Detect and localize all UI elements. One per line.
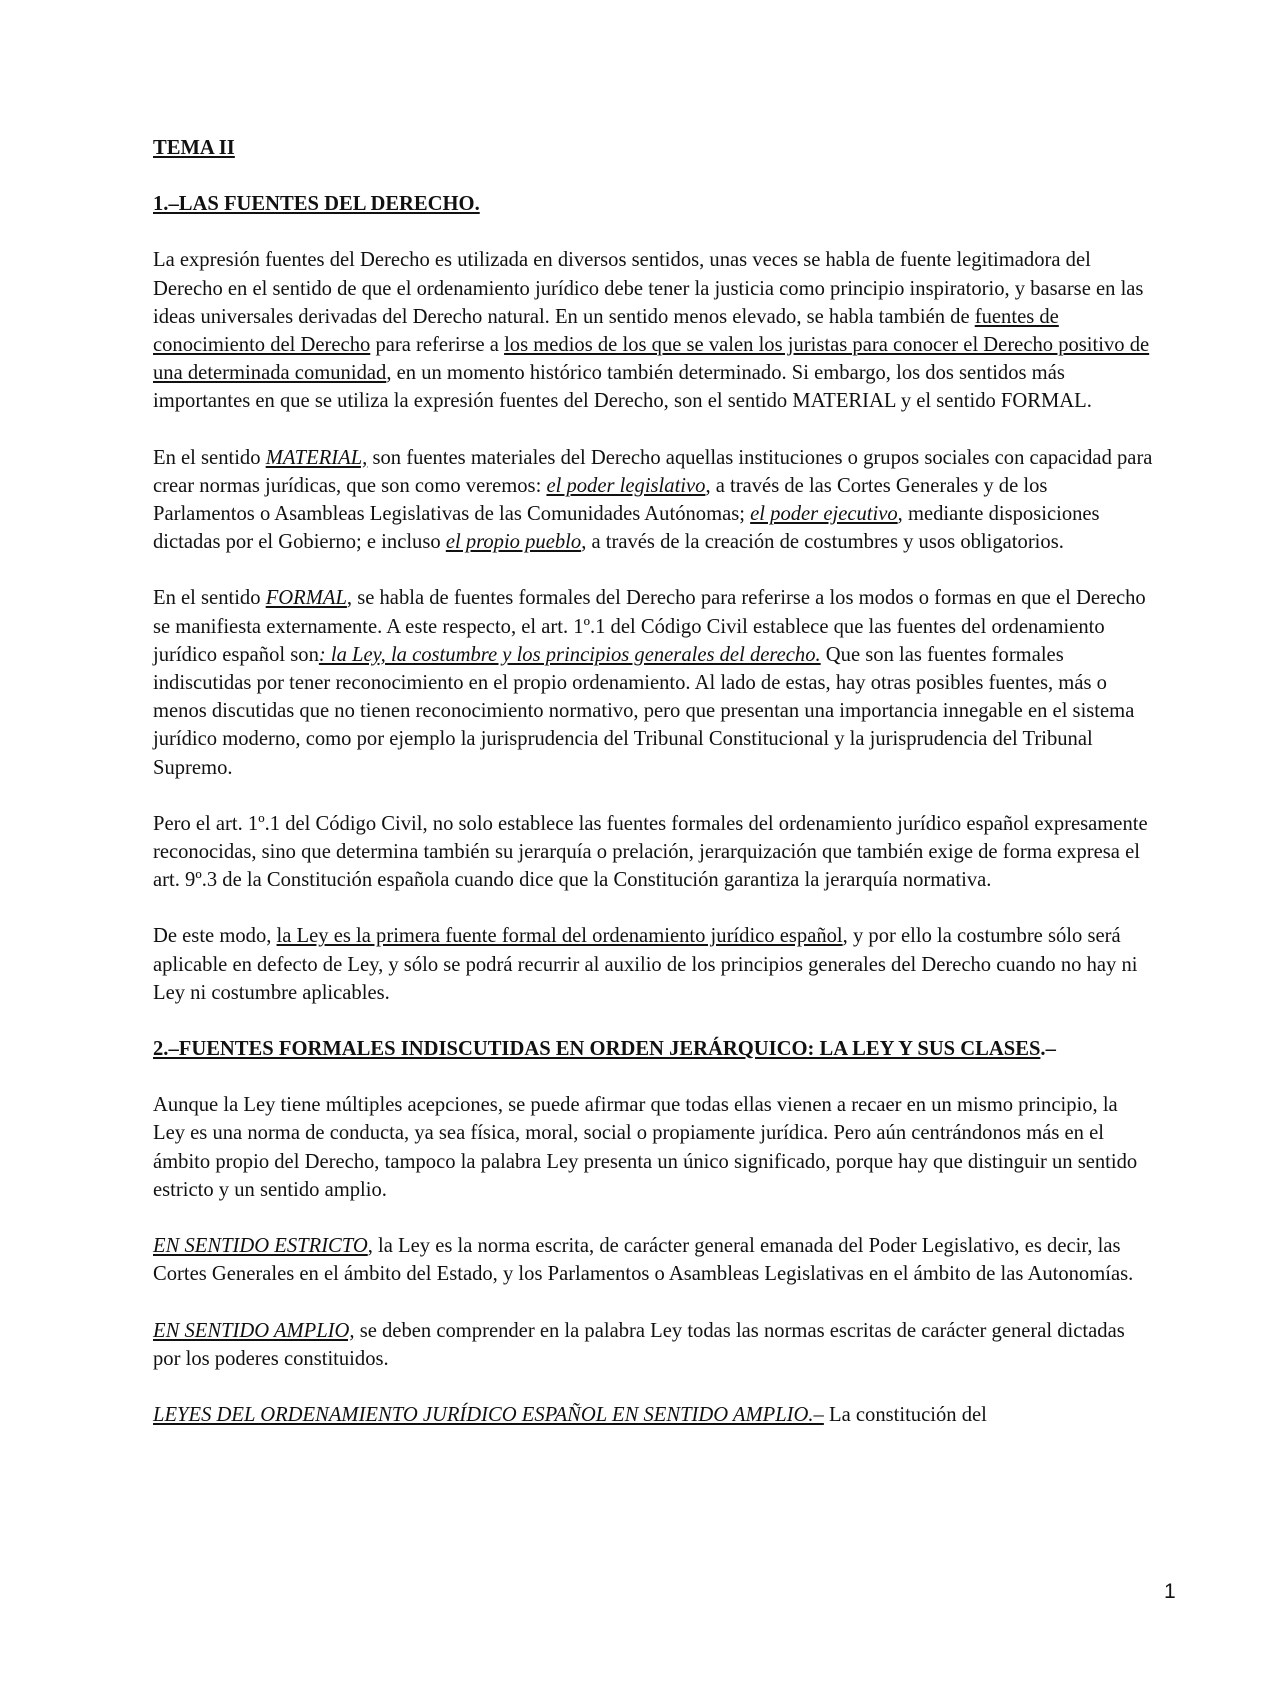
section-2-heading: 2.–FUENTES FORMALES INDISCUTIDAS EN ORDEN JERÁRQUICO: LA LEY Y SUS CLASES.–: [153, 1038, 1056, 1061]
section-2-paragraph-sentido-amplio: EN SENTIDO AMPLIO, se deben comprender en la palabra Ley todas las normas escritas de carácter general dictadas por los poderes constituidos.: [153, 1319, 1125, 1370]
section-1-paragraph-ley-primera: De este modo, la Ley es la primera fuente formal del ordenamiento jurídico español, y por ello la costumbre sólo será aplicable en defecto de Ley, y sólo se podrá recurrir al auxilio de los principios generales del Derecho cuando no hay ni Ley ni costumbre aplicables.: [153, 925, 1138, 1004]
page-number: 1: [1164, 1580, 1176, 1603]
section-2-paragraph-1: Aunque la Ley tiene múltiples acepciones, se puede afirmar que todas ellas vienen a recaer en un mismo principio, la Ley es una norma de conducta, ya sea física, moral, social o propiamente jurídica. Pero aún centrándonos más en el ámbito propio del Derecho, tampoco la palabra Ley presenta un único significado, porque hay que distinguir un sentido estricto y un sentido amplio.: [153, 1094, 1138, 1201]
section-1-paragraph-jerarquia: Pero el art. 1º.1 del Código Civil, no solo establece las fuentes formales del ordenamiento jurídico español expresamente reconocidas, sino que determina también su jerarquía o prelación, jerarquización que también exige de forma expresa el art. 9º.3 de la Constitución española cuando dice que la Constitución garantiza la jerarquía normativa.: [153, 812, 1148, 892]
section-2-paragraph-sentido-estricto: EN SENTIDO ESTRICTO, la Ley es la norma escrita, de carácter general emanada del Poder Legislativo, es decir, las Cortes Generales en el ámbito del Estado, y los Parlamentos o Asambleas Legislativas en el ámbito de las Autonomías.: [153, 1235, 1134, 1286]
document-title: TEMA II: [153, 137, 235, 159]
section-1-paragraph-1: La expresión fuentes del Derecho es utilizada en diversos sentidos, unas veces se habla de fuente legitimadora del Derecho en el sentido de que el ordenamiento jurídico debe tener la justicia como principio inspiratorio, y basarse en las ideas universales derivadas del Derecho natural. En un sentido menos elevado, se habla también de fuentes de conocimiento del Derecho para referirse a los medios de los que se valen los juristas para conocer el Derecho positivo de una determinada comunidad, en un momento histórico también determinado. Si embargo, los dos sentidos más importantes en que se utiliza la expresión fuentes del Derecho, son el sentido MATERIAL y el sentido FORMAL.: [153, 249, 1150, 413]
document-page: [153, 134, 1153, 1457]
section-1-heading: 1.–LAS FUENTES DEL DERECHO.: [153, 193, 480, 216]
section-1-paragraph-formal: En el sentido FORMAL, se habla de fuentes formales del Derecho para referirse a los modos o formas en que el Derecho se manifiesta externamente. A este respecto, el art. 1º.1 del Código Civil establece que las fuentes del ordenamiento jurídico español son: la Ley, la costumbre y los principios generales del derecho. Que son las fuentes formales indiscutidas por tener reconocimiento en el propio ordenamiento. Al lado de estas, hay otras posibles fuentes, más o menos discutidas que no tienen reconocimiento normativo, pero que presentan una importancia innegable en el sistema jurídico moderno, como por ejemplo la jurisprudencia del Tribunal Constitucional y la jurisprudencia del Tribunal Supremo.: [153, 587, 1146, 779]
section-2-paragraph-leyes-ordenamiento: LEYES DEL ORDENAMIENTO JURÍDICO ESPAÑOL EN SENTIDO AMPLIO.– La constitución del: [153, 1403, 987, 1426]
section-1-paragraph-material: En el sentido MATERIAL, son fuentes materiales del Derecho aquellas instituciones o grupos sociales con capacidad para crear normas jurídicas, que son como veremos: el poder legislativo, a través de las Cortes Generales y de los Parlamentos o Asambleas Legislativas de las Comunidades Autónomas; el poder ejecutivo, mediante disposiciones dictadas por el Gobierno; e incluso el propio pueblo, a través de la creación de costumbres y usos obligatorios.: [153, 446, 1153, 554]
